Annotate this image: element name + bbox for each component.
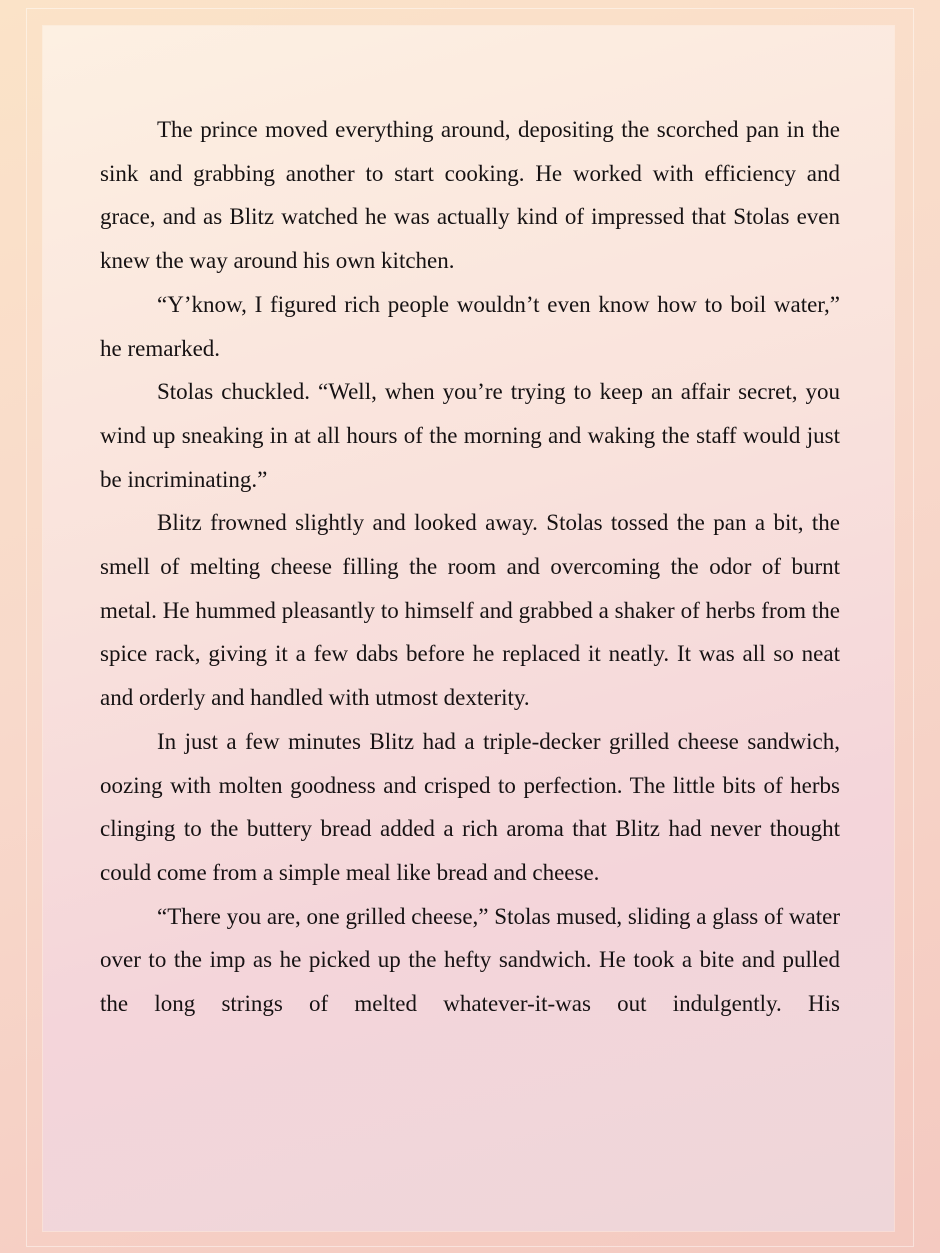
paragraph-5: In just a few minutes Blitz had a triple-decker grilled cheese sandwich, oozing with molten goodness and crisped to perfection. The little bits of herbs clinging to the buttery bread added a rich aroma that Blitz had never thought could come from a simple meal like bread and cheese.	[100, 728, 840, 885]
paragraph-1: The prince moved everything around, depositing the scorched pan in the sink and grabbing another to start cooking. He worked with efficiency and grace, and as Blitz watched he was actually kind of impressed that Stolas even knew the way around his own kitchen.	[100, 117, 840, 274]
paragraph-3: Stolas chuckled. “Well, when you’re trying to keep an affair secret, you wind up sneaking in at all hours of the morning and waking the staff would just be incriminating.”	[100, 379, 840, 492]
paragraph-6: “There you are, one grilled cheese,” Stolas mused, sliding a glass of water over to the imp as he picked up the hefty sandwich. He took a bite and pulled the long strings of melted whatever-it-was out indulgently. His	[100, 903, 840, 1017]
story-text	[100, 108, 840, 1026]
paragraph-2: “Y’know, I figured rich people wouldn’t even know how to boil water,” he remarked.	[100, 291, 840, 361]
paragraph-4: Blitz frowned slightly and looked away. Stolas tossed the pan a bit, the smell of melting cheese filling the room and overcoming the odor of burnt metal. He hummed pleasantly to himself and grabbed a shaker of herbs from the spice rack, giving it a few dabs before he replaced it neatly. It was all so neat and orderly and handled with utmost dexterity.	[100, 510, 840, 711]
